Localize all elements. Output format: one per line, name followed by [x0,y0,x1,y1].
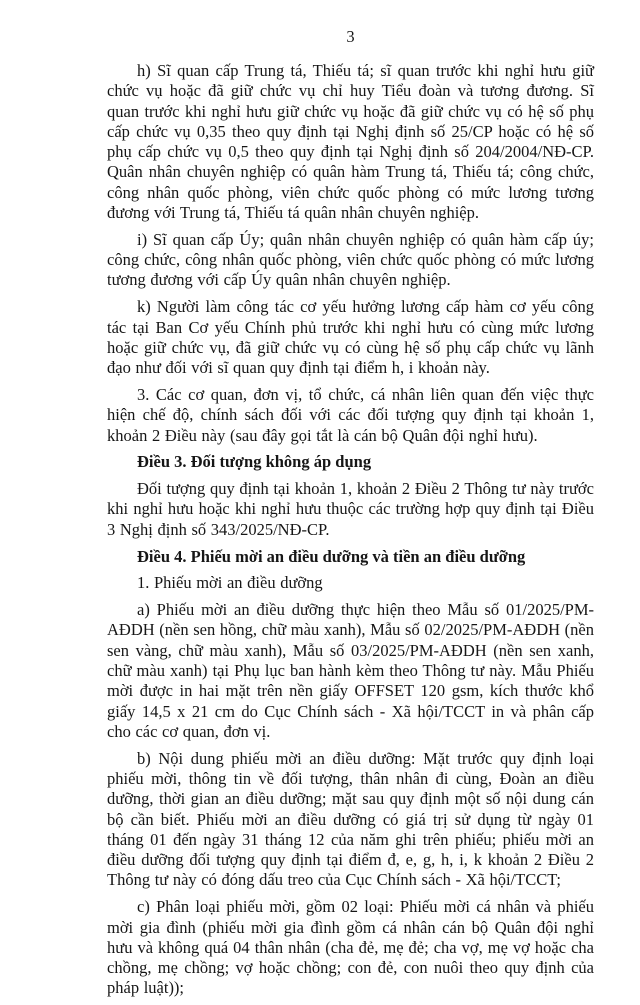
heading-article-4: Điều 4. Phiếu mời an điều dưỡng và tiền an điều dưỡng [137,546,526,566]
heading-article-3: Điều 3. Đối tượng không áp dụng [137,452,372,472]
paragraph-point-c: c) Phân loại phiếu mời, gồm 02 loại: Phiếu mời cá nhân và phiếu mời gia đình (phiếu mời gia đình gồm cá nhân cán bộ Quân đội nghỉ hưu và không quá 04 thân nhân (cha đẻ, mẹ đẻ; cha vợ, mẹ vợ hoặc cha chồng, mẹ chồng; vợ hoặc chồng; con đẻ, con nuôi theo quy định của pháp luật)); [107,897,594,998]
paragraph-clause-3: 3. Các cơ quan, đơn vị, tổ chức, cá nhân liên quan đến việc thực hiện chế độ, chính sách đối với các đối tượng quy định tại khoản 1, khoản 2 Điều này (sau đây gọi tắt là cán bộ Quân đội nghỉ hưu). [107,384,594,445]
paragraph-point-a: a) Phiếu mời an điều dưỡng thực hiện theo Mẫu số 01/2025/PM-AĐDH (nền sen hồng, chữ màu xanh), Mẫu số 02/2025/PM-AĐDH (nền sen vàng, chữ màu xanh), Mẫu số 03/2025/PM-AĐDH (nền sen xanh, chữ màu xanh) tại Phụ lục ban hành kèm theo Thông tư này. Mẫu Phiếu mời được in hai mặt trên nền giấy OFFSET 120 gsm, kích thước khổ giấy 14,5 x 21 cm do Cục Chính sách - Xã hội/TCCT in và phân cấp cho các cơ quan, đơn vị. [107,600,594,741]
paragraph-point-i: i) Sĩ quan cấp Úy; quân nhân chuyên nghiệp có quân hàm cấp úy; công chức, công nhân quốc phòng, viên chức quốc phòng có mức lương tương đương với cấp Úy quân nhân chuyên nghiệp. [107,229,594,290]
paragraph-article-3-scope: Đối tượng quy định tại khoản 1, khoản 2 Điều 2 Thông tư này trước khi nghỉ hưu hoặc khi nghỉ hưu thuộc các trường hợp quy định tại Điều 3 Nghị định số 343/2025/NĐ-CP. [107,479,594,539]
paragraph-point-k: k) Người làm công tác cơ yếu hưởng lương cấp hàm cơ yếu công tác tại Ban Cơ yếu Chính phủ trước khi nghỉ hưu có cùng mức lương hoặc giữ chức vụ, đã giữ chức vụ có cùng hệ số phụ cấp chức vụ lãnh đạo như đối với sĩ quan quy định tại điểm h, i khoản này. [107,297,594,378]
paragraph-clause-1-article-4: 1. Phiếu mời an điều dưỡng [137,573,323,593]
paragraph-point-h: h) Sĩ quan cấp Trung tá, Thiếu tá; sĩ quan trước khi nghỉ hưu giữ chức vụ hoặc đã giữ chức vụ chỉ huy Tiểu đoàn và tương đương. Sĩ quan trước khi nghỉ hưu giữ chức vụ hoặc đã giữ chức vụ có hệ số phụ cấp chức vụ 0,35 theo quy định tại Nghị định số 25/CP hoặc có hệ số phụ cấp chức vụ 0,5 theo quy định tại Nghị định số 204/2004/NĐ-CP. Quân nhân chuyên nghiệp có quân hàm Trung tá, Thiếu tá; công chức, công nhân quốc phòng, viên chức quốc phòng có mức lương tương đương với Trung tá, Thiếu tá quân nhân chuyên nghiệp. [107,61,594,223]
document-body [107,27,594,1005]
page-number: 3 [346,27,355,46]
paragraph-point-b: b) Nội dung phiếu mời an điều dưỡng: Mặt trước quy định loại phiếu mời, thông tin về đối tượng, thân nhân đi cùng, Đoàn an điều dưỡng, thời gian an điều dưỡng; mặt sau quy định một số nội dung cán bộ cần biết. Phiếu mời an điều dưỡng có giá trị sử dụng từ ngày 01 tháng 01 đến ngày 31 tháng 12 của năm ghi trên phiếu; phiếu mời an điều dưỡng đối tượng quy định tại điểm đ, e, g, h, i, k khoản 2 Điều 2 Thông tư này có đóng dấu treo của Cục Chính sách - Xã hội/TCCT; [107,748,594,890]
